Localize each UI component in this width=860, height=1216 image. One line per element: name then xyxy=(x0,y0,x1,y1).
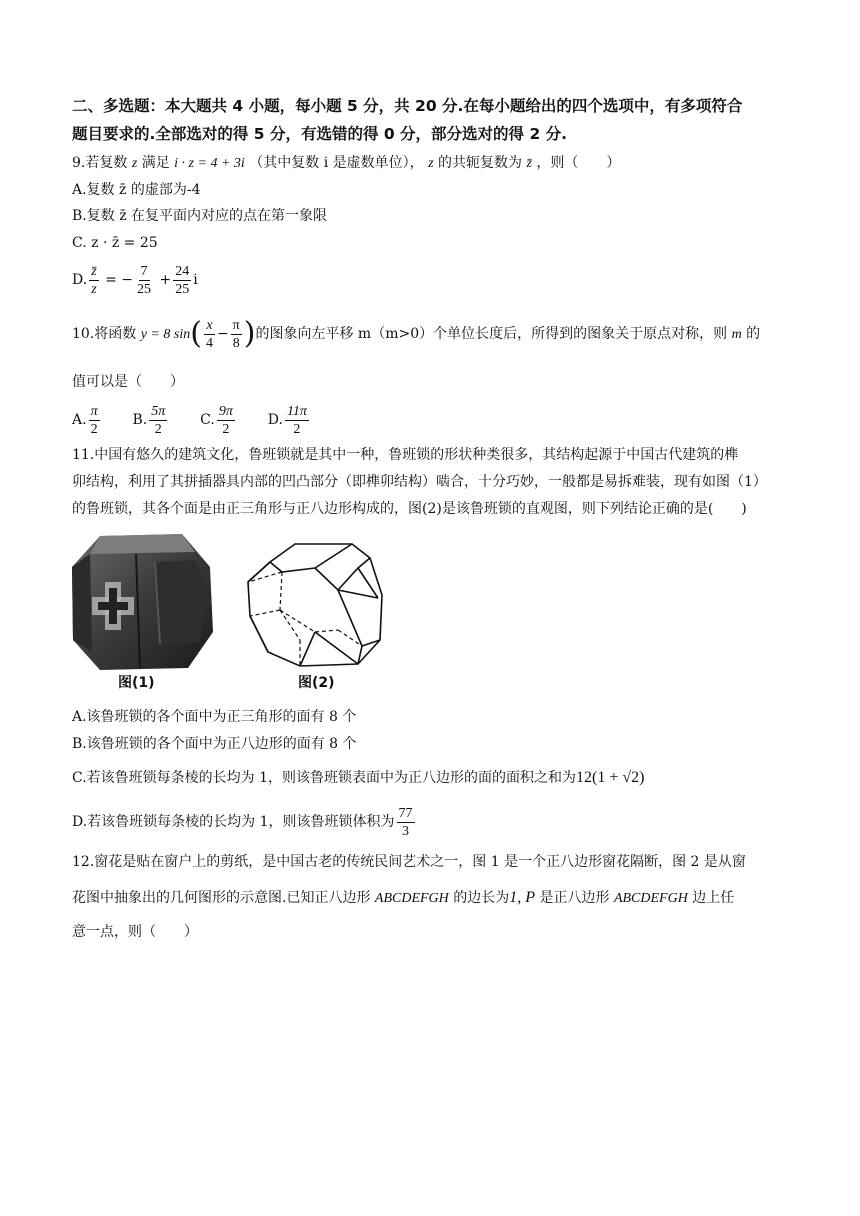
q11-option-b: B.该鲁班锁的各个面中为正八边形的面有 8 个 xyxy=(72,736,357,752)
q9-option-a: A.复数 z̄ 的虚部为-4 xyxy=(72,182,201,198)
q9-var-z: z xyxy=(131,156,138,171)
option-frac xyxy=(149,403,167,438)
q9-stem-text: （其中复数 i 是虚数单位）， xyxy=(249,155,424,171)
q11-option-d-frac xyxy=(397,805,415,840)
frac-denominator: 2 xyxy=(293,421,301,437)
frac-numerator: 11π xyxy=(286,403,307,419)
q10-stem-text: 10.将函数 xyxy=(72,326,137,342)
option-label: A. xyxy=(72,412,87,428)
q11-stem-line2: 卯结构，利用了其拼插器具内部的凹凸部分（即榫卯结构）啮合，十分巧妙，一般都是易拆难装，现有如图（1） xyxy=(72,474,767,490)
frac-numerator: 9π xyxy=(218,403,233,419)
luban-lock-photo xyxy=(70,532,215,672)
q12-polygon-name: ABCDEFGH xyxy=(613,891,688,906)
frac-denominator: 8 xyxy=(232,335,240,351)
q10-frac2 xyxy=(231,317,242,352)
figure-1-caption: 图(1) xyxy=(118,675,155,691)
q12-stem-line2 xyxy=(72,888,734,909)
q10-stem xyxy=(72,312,760,357)
q11-option-c-math: 12(1 + √2) xyxy=(576,769,645,786)
q9-stem xyxy=(72,153,620,174)
figure-2-caption: 图(2) xyxy=(298,675,335,691)
frac-numerator: 77 xyxy=(398,805,413,821)
frac-denominator: 4 xyxy=(205,335,213,351)
option-label: D. xyxy=(267,412,283,428)
section-heading-line2: 题目要求的.全部选对的得 5 分，有选错的得 0 分，部分选对的得 2 分. xyxy=(72,125,568,143)
q9-stem-text: 9.若复数 xyxy=(72,155,128,171)
frac-numerator: π xyxy=(232,317,240,333)
q12-stem-text: 边上任 xyxy=(692,890,735,906)
q9-option-d xyxy=(72,258,198,302)
frac-numerator: x xyxy=(206,317,213,333)
q9-option-d-op: + xyxy=(159,272,172,288)
q9-option-b: B.复数 z̄ 在复平面内对应的点在第一象限 xyxy=(72,208,328,224)
frac-denominator: z xyxy=(91,281,97,297)
q10-stem-text: 的 xyxy=(746,326,761,342)
q11-option-a: A.该鲁班锁的各个面中为正三角形的面有 8 个 xyxy=(72,709,357,725)
q11-option-c xyxy=(72,768,645,788)
frac-denominator: 2 xyxy=(154,421,162,437)
q12-stem-line3: 意一点，则（ ） xyxy=(72,924,198,940)
q9-stem-text: ，则（ ） xyxy=(536,155,621,171)
q9-var-z: z xyxy=(428,156,434,171)
option-label: C. xyxy=(200,412,215,428)
q9-option-d-label: D. xyxy=(72,272,88,288)
q11-option-d-text: D.若该鲁班锁每条棱的长均为 1，则该鲁班锁体积为 xyxy=(72,814,395,830)
option-frac xyxy=(89,403,100,438)
q9-option-d-frac2 xyxy=(135,263,153,298)
q11-stem-line1: 11.中国有悠久的建筑文化，鲁班锁就是其中一种，鲁班锁的形状种类很多，其结构起源于中国古代建筑的榫 xyxy=(72,447,739,463)
q12-polygon-name: ABCDEFGH xyxy=(374,891,449,906)
q9-option-d-op: = − xyxy=(105,272,134,288)
q12-stem-line1: 12.窗花是贴在窗户上的剪纸，是中国古老的传统民间艺术之一，图 1 是一个正八边形窗花隔断，图 2 是从窗 xyxy=(72,854,746,870)
option-frac xyxy=(217,403,235,438)
q9-option-d-suffix: i xyxy=(193,272,198,288)
q9-stem-text: 满足 xyxy=(141,155,170,171)
q10-var-m: m xyxy=(731,327,742,342)
q12-stem-text: 是正八边形 xyxy=(539,890,610,906)
q12-stem-text: 花图中抽象出的几何图形的示意图.已知正八边形 xyxy=(72,890,371,906)
q9-stem-text: 的共轭复数为 xyxy=(438,155,522,171)
frac-numerator: z̄ xyxy=(91,263,97,279)
q10-frac1 xyxy=(204,317,215,352)
q9-option-d-frac3 xyxy=(173,263,191,298)
q11-option-d xyxy=(72,800,417,844)
q12-stem-text: 的边长为 xyxy=(453,890,510,906)
q9-var-zbar: z̄ xyxy=(526,156,532,171)
luban-lock-diagram xyxy=(240,540,390,670)
frac-denominator: 3 xyxy=(402,823,410,839)
q10-function: y = 8 sin xyxy=(140,327,191,342)
paren-left: ( xyxy=(190,316,202,351)
option-frac xyxy=(285,403,309,438)
frac-numerator: π xyxy=(90,403,98,419)
q9-equation: i · z = 4 + 3i xyxy=(174,156,245,171)
frac-denominator: 2 xyxy=(90,421,98,437)
q10-options xyxy=(72,398,311,442)
q10-minus: − xyxy=(216,326,229,342)
q10-stem-text: 的图象向左平移 m（m>0）个单位长度后，所得到的图象关于原点对称，则 xyxy=(255,326,728,342)
frac-denominator: 2 xyxy=(222,421,230,437)
frac-numerator: 7 xyxy=(140,263,148,279)
q10-stem-line2: 值可以是（ ） xyxy=(72,374,184,390)
q11-stem-line3: 的鲁班锁，其各个面是由正三角形与正八边形构成的，图(2)是该鲁班锁的直观图，则下列结论正确的是( ) xyxy=(72,501,747,517)
section-heading-line1: 二、多选题：本大题共 4 小题，每小题 5 分，共 20 分.在每小题给出的四个选项中，有多项符合 xyxy=(72,97,743,115)
q10-option-a xyxy=(72,403,102,437)
q9-option-c: C. z · z̄ = 25 xyxy=(72,235,158,251)
frac-denominator: 25 xyxy=(137,281,152,297)
option-label: B. xyxy=(132,412,148,428)
q11-option-c-text: C.若该鲁班锁每条棱的长均为 1，则该鲁班锁表面中为正八边形的面的面积之和为 xyxy=(72,770,577,786)
frac-numerator: 5π xyxy=(151,403,166,419)
frac-denominator: 25 xyxy=(175,281,190,297)
q12-side-and-point: 1, P xyxy=(509,889,536,906)
paren-right: ) xyxy=(243,316,256,351)
frac-numerator: 24 xyxy=(175,263,190,279)
q9-option-d-frac1 xyxy=(89,263,98,298)
